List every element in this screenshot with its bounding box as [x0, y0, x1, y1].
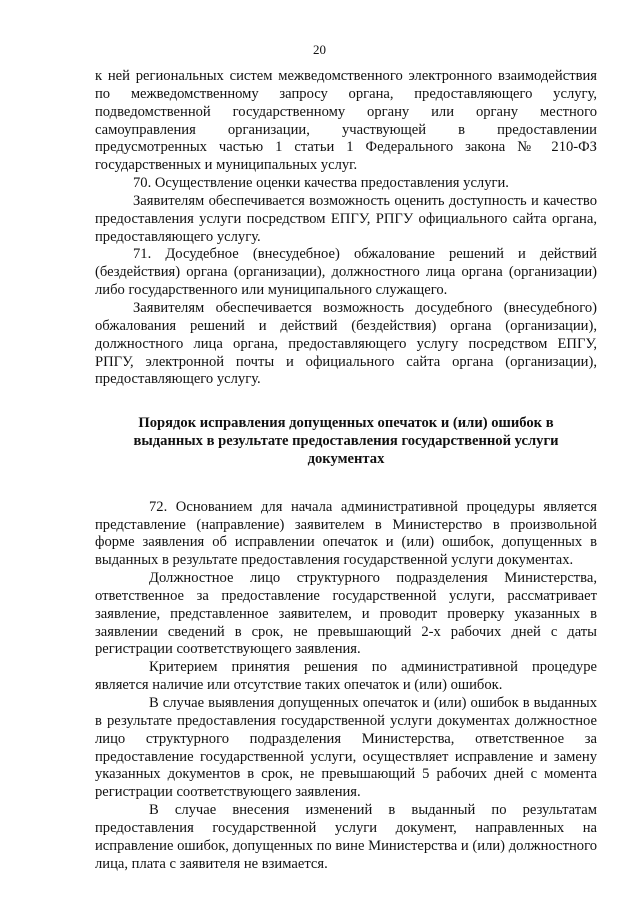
page-number: 20 [313, 42, 326, 57]
paragraph-quality-assessment: Заявителям обеспечивается возможность оценить доступность и качество предоставления услуги посредством ЕПГУ, РПГУ официального сайта органа, предоставляющего услугу. [95, 192, 597, 245]
section-heading: Порядок исправления допущенных опечаток и (или) ошибок в выданных в результате предоставления государственной услуги документах [133, 415, 559, 467]
paragraph-item-72: 72. Основанием для начала административной процедуры является представление (направление) заявителем в Министерство в произвольной форме заявления об исправлении опечаток и (или) ошибок, допущенных в выданных в результате предоставления государственной услуги документах. [95, 498, 597, 569]
document-body [95, 68, 597, 873]
paragraph-item-70: 70. Осуществление оценки качества предоставления услуги. [133, 175, 509, 192]
paragraph-continuation: к ней региональных систем межведомственного электронного взаимодействия по межведомственному запросу органа, предоставляющего услугу, подведомственной государственному органу или органу местного самоуправления организации, участвующей в предоставлении предусмотренных частью 1 статьи 1 Федерального закона № 210-ФЗ государственных и муниципальных услуг. [95, 68, 597, 174]
paragraph-correction: В случае выявления допущенных опечаток и (или) ошибок в выданных в результате предоставления государственной услуги документах должностное лицо структурного подразделения Министерства, ответственное за предоставление государственной услуги, осуществляет исправление и замену указанных документов в срок, не превышающий 5 рабочих дней с момента регистрации соответствующего заявления. [95, 695, 597, 801]
paragraph-item-71: 71. Досудебное (внесудебное) обжалование решений и действий (бездействия) органа (организации), должностного лица органа (организации) либо государственного или муниципального служащего. [95, 246, 597, 299]
paragraph-official-review: Должностное лицо структурного подразделения Министерства, ответственное за предоставление государственной услуги, рассматривает заявление, представленное заявителем, и проводит проверку указанных в заявлении сведений в срок, не превышающий 2-х рабочих дней с даты регистрации соответствующего заявления. [95, 570, 597, 658]
paragraph-appeal: Заявителям обеспечивается возможность досудебного (внесудебного) обжалования решений и действий (бездействия) органа (организации), должностного лица органа, предоставляющего услугу посредством ЕПГУ, РПГУ, электронной почты и официального сайта органа (организации), предоставляющего услугу. [95, 299, 597, 388]
paragraph-decision-criterion: Критерием принятия решения по административной процедуре является наличие или отсутствие таких опечаток и (или) ошибок. [95, 659, 597, 694]
paragraph-no-fee: В случае внесения изменений в выданный по результатам предоставления государственной услуги документ, направленных на исправление ошибок, допущенных по вине Министерства и (или) должностного лица, плата с заявителя не взимается. [95, 802, 597, 872]
